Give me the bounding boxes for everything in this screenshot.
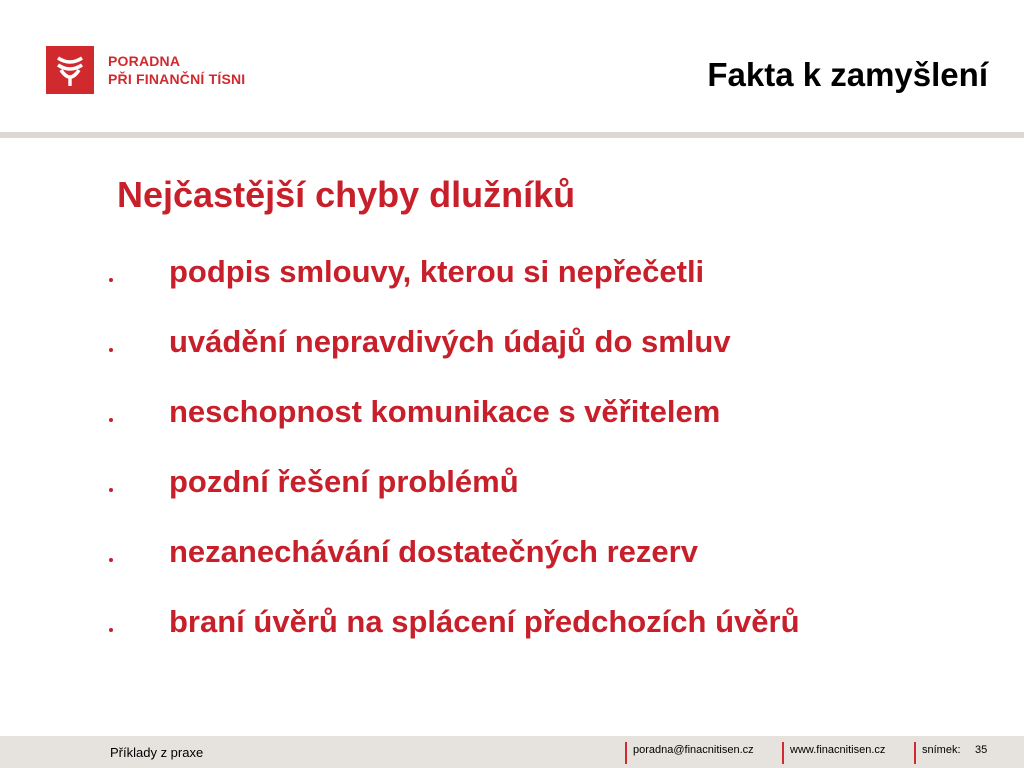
- slide-title: Fakta k zamyšlení: [707, 56, 988, 93]
- footer-divider: [782, 742, 784, 764]
- list-item: [0, 456, 1024, 526]
- bullet-text: uvádění nepravdivých údajů do smluv: [169, 324, 731, 359]
- bullet-icon: [109, 278, 113, 282]
- logo-emblem-icon: [46, 46, 94, 94]
- list-item: [0, 246, 1024, 316]
- bullet-text: nezanechávání dostatečných rezerv: [169, 534, 698, 569]
- footer-slide-number: 35: [975, 744, 988, 756]
- bullet-text: braní úvěrů na splácení předchozích úvěrů: [169, 604, 800, 639]
- slide-header: [0, 0, 1024, 134]
- footer-divider: [625, 742, 627, 764]
- bullet-icon: [109, 558, 113, 562]
- logo-line-1: PORADNA: [108, 53, 181, 69]
- logo-line-2: PŘI FINANČNÍ TÍSNI: [108, 71, 246, 87]
- list-item: [0, 526, 1024, 596]
- bullet-icon: [109, 628, 113, 632]
- list-item: [0, 386, 1024, 456]
- bullet-icon: [109, 348, 113, 352]
- footer-email-link[interactable]: poradna@finacnitisen.cz: [633, 744, 754, 756]
- content-title: Nejčastější chyby dlužníků: [117, 174, 576, 215]
- logo-text: [108, 52, 245, 88]
- footer-slide-label: snímek:: [922, 744, 961, 756]
- bullet-text: neschopnost komunikace s věřitelem: [169, 394, 721, 429]
- list-item: [0, 596, 1024, 666]
- footer-section-label: Příklady z praxe: [110, 745, 204, 760]
- slide-footer: [0, 736, 1024, 768]
- bullet-list: [0, 246, 1024, 666]
- header-divider: [0, 132, 1024, 138]
- bullet-text: pozdní řešení problémů: [169, 464, 519, 499]
- list-item: [0, 316, 1024, 386]
- bullet-icon: [109, 488, 113, 492]
- bullet-icon: [109, 418, 113, 422]
- footer-website-link[interactable]: www.finacnitisen.cz: [790, 744, 886, 756]
- logo: [46, 46, 245, 94]
- footer-divider: [914, 742, 916, 764]
- bullet-text: podpis smlouvy, kterou si nepřečetli: [169, 254, 705, 289]
